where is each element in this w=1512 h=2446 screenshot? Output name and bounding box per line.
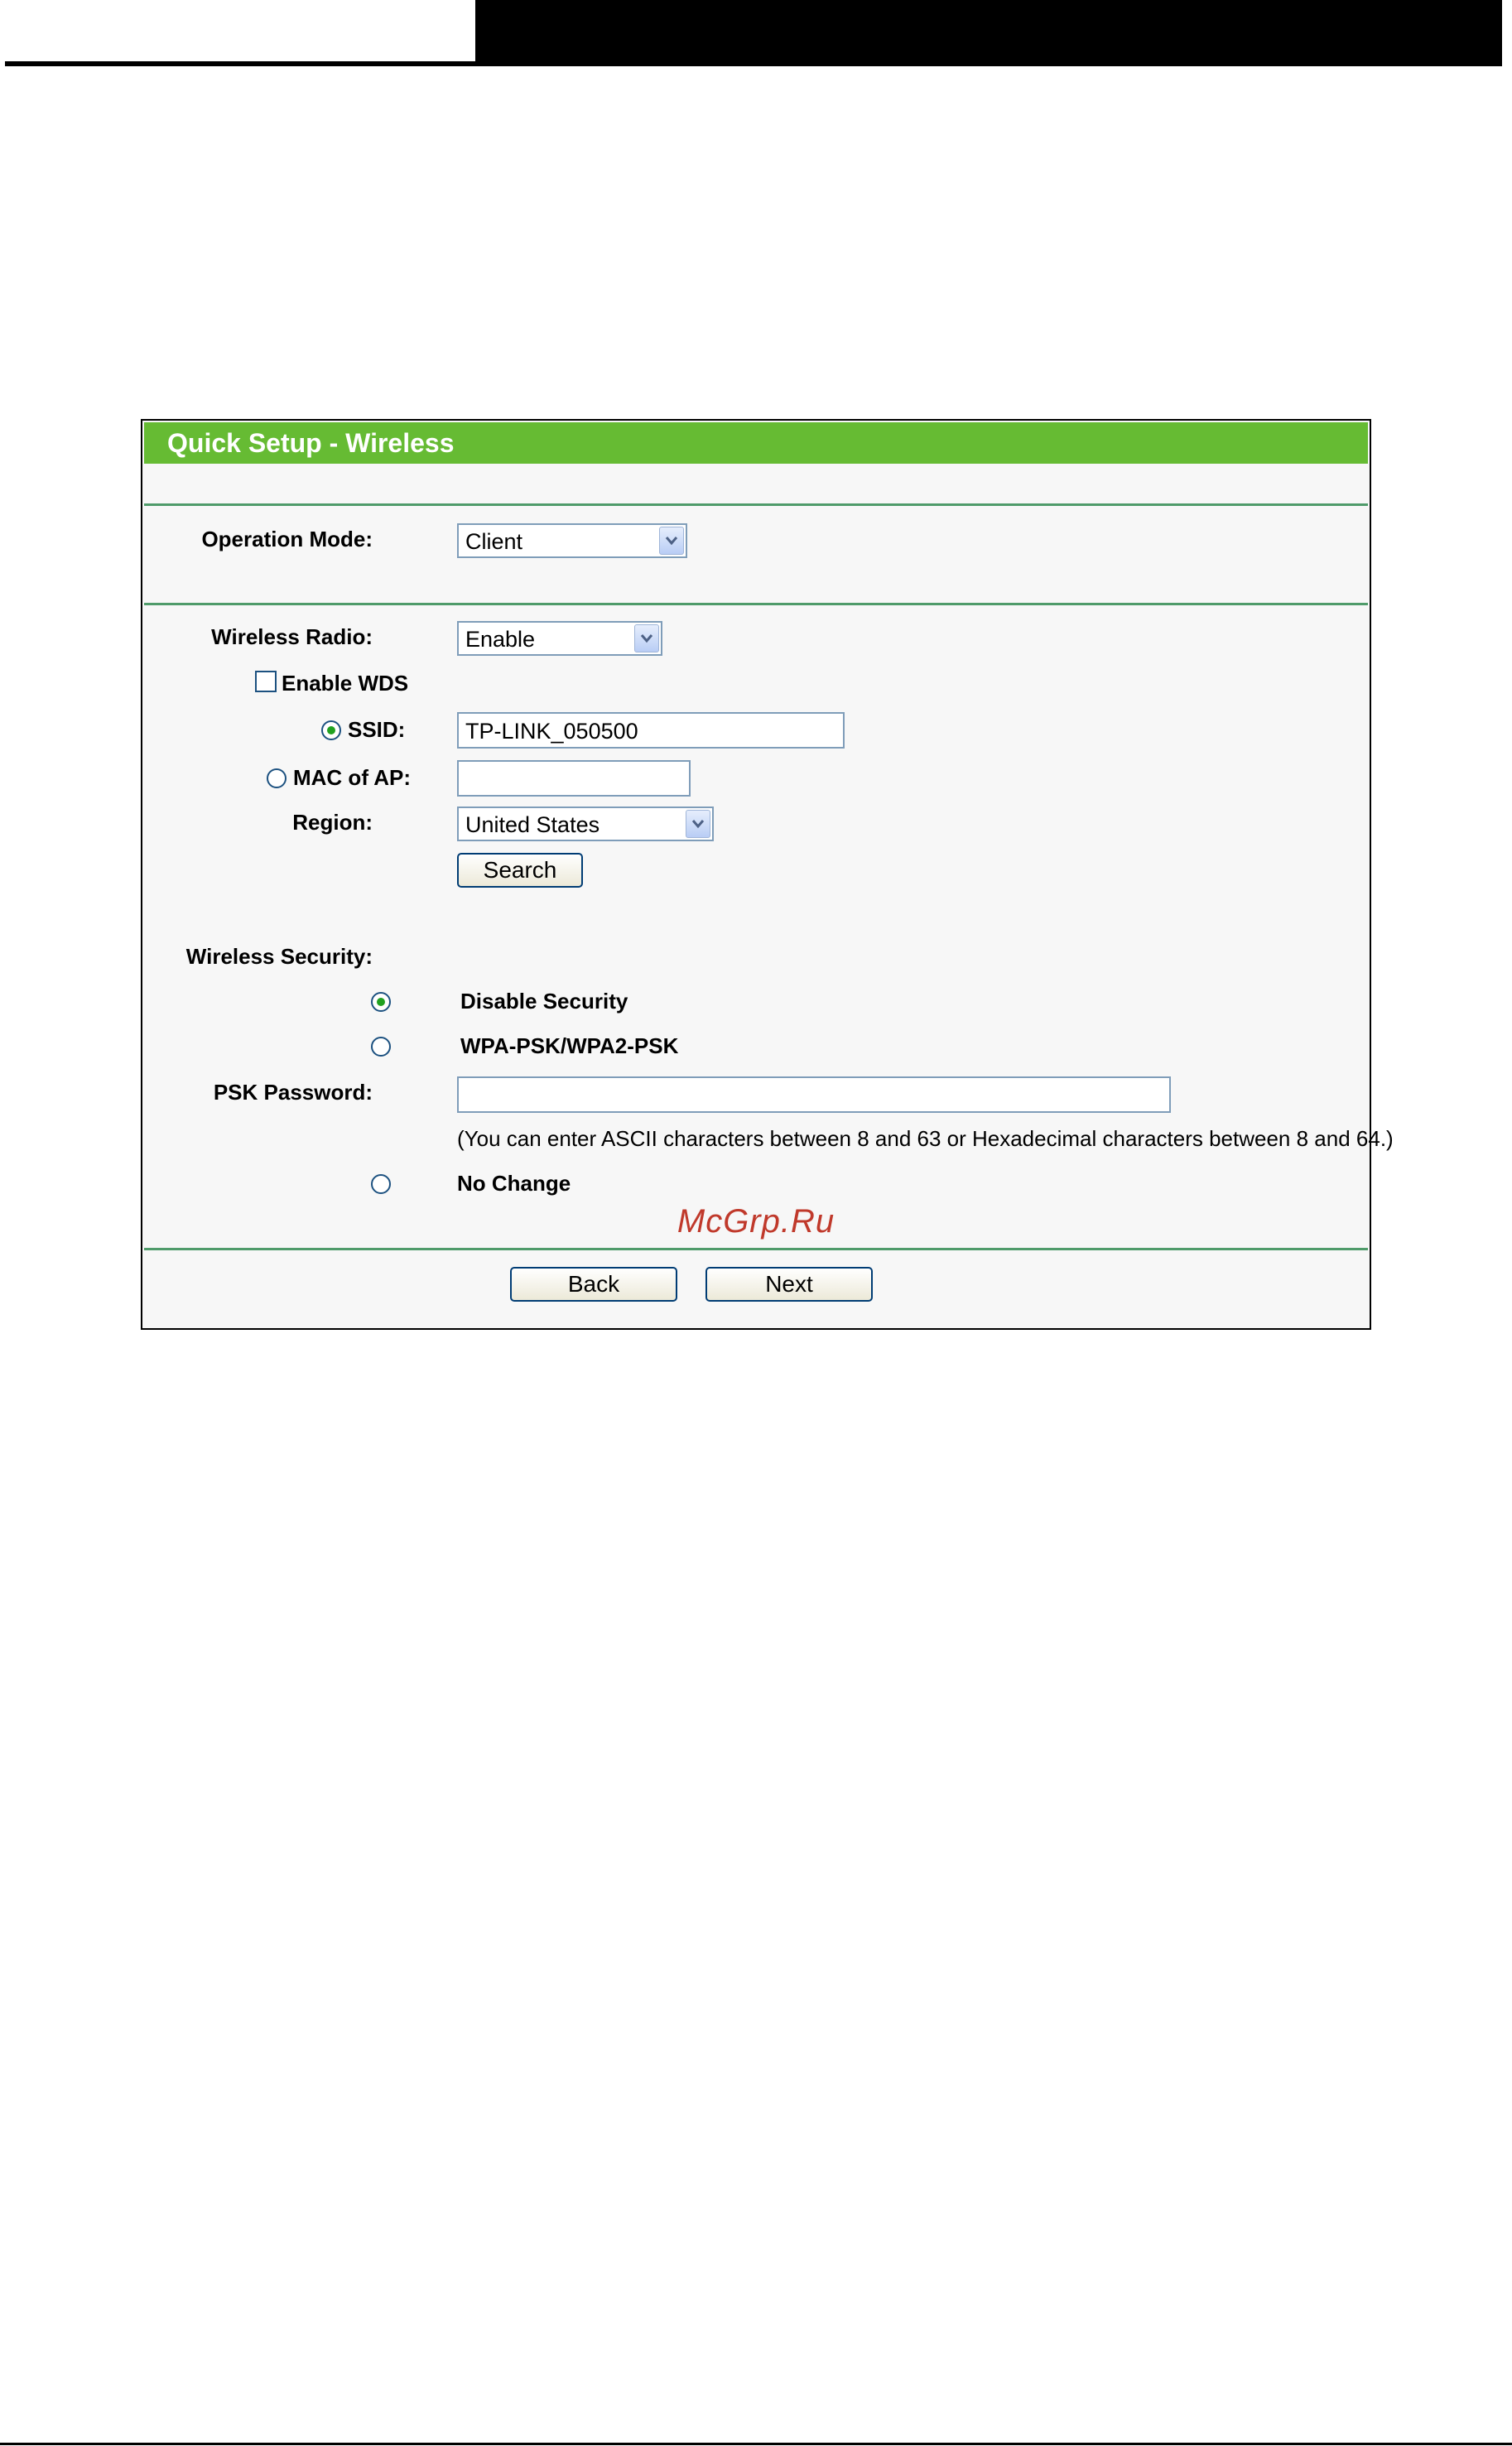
- page-header-rule: [5, 61, 1502, 66]
- enable-wds-label: Enable WDS: [282, 671, 409, 696]
- wpa-psk-radio[interactable]: [371, 1037, 391, 1057]
- enable-wds-checkbox[interactable]: [255, 671, 277, 692]
- wireless-security-label: Wireless Security:: [185, 944, 373, 969]
- chevron-down-icon: [634, 624, 659, 652]
- ssid-value: TP-LINK_050500: [465, 719, 638, 744]
- no-change-radio[interactable]: [371, 1174, 391, 1194]
- search-button[interactable]: Search: [457, 853, 583, 888]
- chevron-down-icon: [659, 527, 684, 555]
- divider: [144, 603, 1368, 605]
- wireless-radio-select[interactable]: [457, 621, 662, 656]
- disable-security-radio[interactable]: [371, 992, 391, 1012]
- wireless-radio-value: Enable: [465, 627, 536, 652]
- mac-of-ap-label: MAC of AP:: [293, 765, 412, 790]
- psk-password-hint: (You can enter ASCII characters between 8 and 63 or Hexadecimal characters between 8 and 64.): [457, 1126, 1394, 1151]
- ssid-label: SSID:: [348, 717, 406, 742]
- region-label: Region:: [292, 810, 373, 835]
- page-header-bar: [475, 0, 1502, 63]
- next-button[interactable]: Next: [705, 1267, 873, 1302]
- quick-setup-wireless-panel: [141, 419, 1394, 1330]
- panel-header: [144, 422, 1368, 464]
- disable-security-label: Disable Security: [460, 989, 628, 1014]
- wireless-radio-label: Wireless Radio:: [211, 624, 373, 649]
- no-change-label: No Change: [457, 1171, 571, 1196]
- region-value: United States: [465, 812, 600, 837]
- back-button[interactable]: Back: [510, 1267, 677, 1302]
- operation-mode-label: Operation Mode:: [201, 527, 373, 551]
- divider: [144, 1248, 1368, 1250]
- panel-title: Quick Setup - Wireless: [167, 428, 455, 458]
- operation-mode-value: Client: [465, 529, 523, 554]
- ssid-radio[interactable]: [321, 720, 341, 740]
- operation-mode-select[interactable]: [457, 523, 687, 558]
- wpa-psk-label: WPA-PSK/WPA2-PSK: [460, 1033, 679, 1058]
- psk-password-input[interactable]: [457, 1076, 1171, 1113]
- psk-password-label: PSK Password:: [213, 1080, 373, 1105]
- ssid-input[interactable]: [457, 712, 845, 749]
- mac-of-ap-input[interactable]: [457, 760, 691, 797]
- mac-of-ap-radio[interactable]: [267, 768, 287, 788]
- divider: [144, 503, 1368, 506]
- region-select[interactable]: [457, 807, 714, 841]
- chevron-down-icon: [686, 810, 710, 838]
- watermark: McGrp.Ru: [677, 1203, 835, 1240]
- page-footer-rule: [0, 2443, 1512, 2445]
